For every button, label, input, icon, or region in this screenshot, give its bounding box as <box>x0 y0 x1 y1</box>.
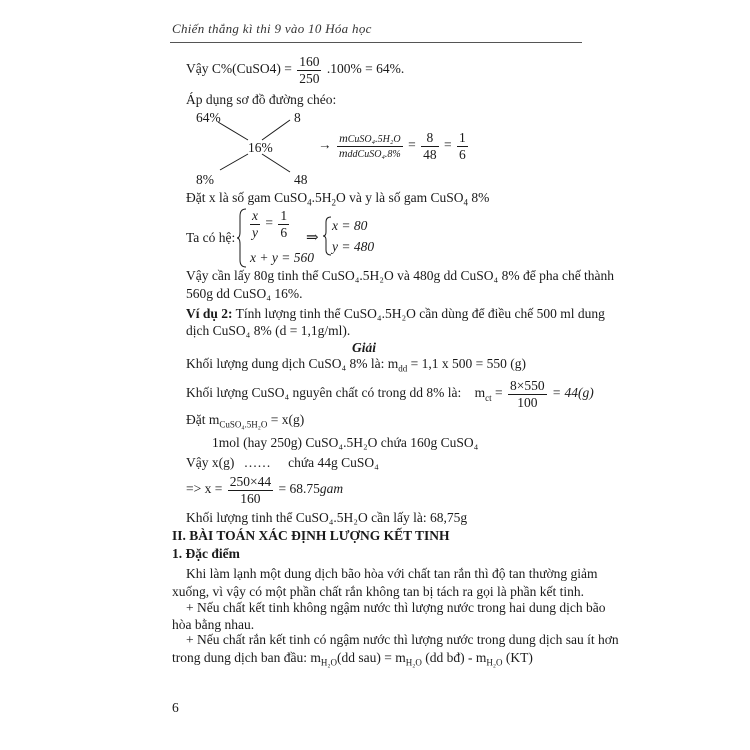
example2-text: Tính lượng tinh thể CuSO₄.5H₂O cần dùng để điều chế 500 ml dung <box>235 306 605 321</box>
system-label: Ta có hệ: <box>186 230 236 245</box>
para3-h2o-1: H₂O <box>320 657 337 668</box>
ratio-f2-num: 1 <box>459 130 466 145</box>
system-eq1 <box>248 208 291 240</box>
page-number: 6 <box>172 700 179 715</box>
dat-m-b: = x(g) <box>267 412 305 427</box>
conclusion1-line1: Vậy cần lấy 80g tinh thể CuSO₄.5H₂O và 480g dd CuSO₄ 8% để pha chế thành <box>186 268 615 283</box>
cross-intro: Áp dụng sơ đồ đường chéo: <box>186 92 337 107</box>
ratio-num-sub: CuSO₄.5H₂O <box>347 133 401 145</box>
vay-a: Vậy x(g) <box>186 455 235 470</box>
mass-dd-a: Khối lượng dung dịch CuSO₄ 8% là: m <box>186 356 399 371</box>
conclusion2: Khối lượng tinh thể CuSO₄.5H₂O cần lấy là: 68,75g <box>186 510 468 525</box>
c-percent-prefix: Vậy C%(CuSO4) = <box>186 61 292 77</box>
example2-line1 <box>186 306 605 322</box>
para2-line1: + Nếu chất kết tinh không ngậm nước thì lượng nước trong hai dung dịch bão <box>186 600 606 615</box>
ratio-den-sub: ddCuSO₄.8% <box>347 148 401 160</box>
x-calc-res: = 68.75 <box>278 481 320 497</box>
vay-b: chứa 44g CuSO₄ <box>288 455 379 470</box>
para3-h2o-2: H₂O <box>405 657 422 668</box>
para3-b: (dd sau) = m <box>337 650 406 665</box>
mass-ct-a: Khối lượng CuSO₄ nguyên chất có trong dd 8% là: <box>186 385 462 401</box>
ratio-den-m: m <box>338 145 348 160</box>
sys-eq1-lhs-num: x <box>252 208 258 223</box>
set-xy-c: O và y là số gam CuSO <box>336 190 464 205</box>
cross-bottom-left: 8% <box>196 172 214 187</box>
x-calc-den: 160 <box>228 490 273 507</box>
dat-m-sub: CuSO₄.5H₂O <box>219 419 268 430</box>
dat-m-line <box>186 412 304 430</box>
section2-heading: II. BÀI TOÁN XÁC ĐỊNH LƯỢNG KẾT TINH <box>172 528 450 543</box>
system-arrow: ⇒ <box>306 230 319 246</box>
left-brace <box>236 208 248 268</box>
mass-ct-num: 8×550 <box>510 378 545 393</box>
set-xy-b: .5H <box>311 190 332 205</box>
example2-line2: dịch CuSO₄ 8% (d = 1,1g/ml). <box>186 323 351 338</box>
sys-eq1-den: 6 <box>280 224 288 240</box>
example2-label: Ví dụ 2: <box>186 306 233 321</box>
cross-bottom-right: 48 <box>294 172 308 187</box>
mass-ct-den: 100 <box>508 394 547 411</box>
cross-line-br <box>262 154 290 172</box>
mass-dd-line <box>186 356 526 374</box>
x-calc-line <box>186 474 343 506</box>
cross-top-right: 8 <box>294 110 301 125</box>
cross-ratio <box>318 130 470 162</box>
ratio-f1-num: 8 <box>426 130 434 145</box>
ratio-eq1: = <box>408 137 416 153</box>
ratio-num-m: m <box>339 130 348 145</box>
para3-h2o-3: H₂O <box>486 657 503 668</box>
running-header: Chiến thắng kì thi 9 vào 10 Hóa học <box>172 21 372 36</box>
mass-ct-eq: = <box>495 385 503 401</box>
system-sol2: y = 480 <box>332 239 375 254</box>
subheading-1: 1. Đặc điểm <box>172 546 240 561</box>
para3-line1: + Nếu chất rắn kết tinh có ngậm nước thì lượng nước trong dung dịch sau ít hơn <box>186 632 619 647</box>
header-rule <box>170 42 582 43</box>
mass-ct-line <box>186 378 594 410</box>
para3-a: trong dung dịch ban đầu: m <box>172 650 321 665</box>
ratio-eq2: = <box>444 137 452 153</box>
x-calc-unit: gam <box>319 481 344 497</box>
para3-c: (dd bđ) - m <box>421 650 487 665</box>
system-eq2: x + y = 560 <box>250 250 314 265</box>
right-brace <box>322 216 332 256</box>
conclusion1-line2: 560g dd CuSO₄ 16%. <box>186 286 303 301</box>
mass-dd-b: = 1,1 x 500 = 550 (g) <box>407 356 527 371</box>
set-xy-line: Đặt x là số gam $CuSO_4.5H_2O$ và y là số gam CuSO$_4$ 8% <box>186 190 490 208</box>
para1-line2: xuống, vì vậy có một phần chất rắn không tan bị tách ra gọi là phần kết tinh. <box>172 584 585 599</box>
sys-eq1-num: 1 <box>280 208 288 223</box>
c-percent-suffix: .100% = 64%. <box>326 61 405 77</box>
mass-dd-sub: dd <box>398 363 408 374</box>
x-calc-num: 250×44 <box>229 474 272 489</box>
x-calc-a: => x = <box>186 481 223 497</box>
cross-line-tl <box>218 122 248 140</box>
set-xy-d: 8% <box>468 190 490 205</box>
sys-eq1-lhs-den: y <box>252 224 258 240</box>
set-xy-a: Đặt x là số gam CuSO <box>186 190 308 205</box>
cross-line-bl <box>220 154 248 170</box>
para3-d: (KT) <box>502 650 533 665</box>
solution-title: Giải <box>352 340 377 355</box>
para2-line2: hòa bằng nhau. <box>172 617 255 632</box>
para1-line1: Khi làm lạnh một dung dịch bão hòa với chất tan rắn thì độ tan thường giảm <box>186 566 598 581</box>
mass-ct-sub: ct <box>485 392 492 403</box>
mass-ct-res: = 44(g) <box>552 385 594 401</box>
mol-line: 1mol (hay 250g) CuSO₄.5H₂O chứa 160g CuSO₄ <box>212 435 479 450</box>
sys-eq1-eq: = <box>265 215 273 231</box>
para3-line2 <box>172 650 533 668</box>
cross-top-left: 64% <box>196 110 221 125</box>
mass-ct-m: m <box>474 385 486 401</box>
c-percent-den: 250 <box>299 70 320 86</box>
c-percent-line <box>186 54 404 86</box>
cross-center: 16% <box>248 140 273 155</box>
cross-arrow: → <box>318 137 332 153</box>
c-percent-num: 160 <box>299 54 320 69</box>
ratio-f2-den: 6 <box>459 146 466 162</box>
system-sol1: x = 80 <box>332 218 368 233</box>
vay-dots: …… <box>243 455 271 470</box>
dat-m-a: Đặt m <box>186 412 220 427</box>
cross-line-tr <box>262 120 290 140</box>
ratio-f1-den: 48 <box>423 146 437 162</box>
vay-line <box>186 455 379 471</box>
